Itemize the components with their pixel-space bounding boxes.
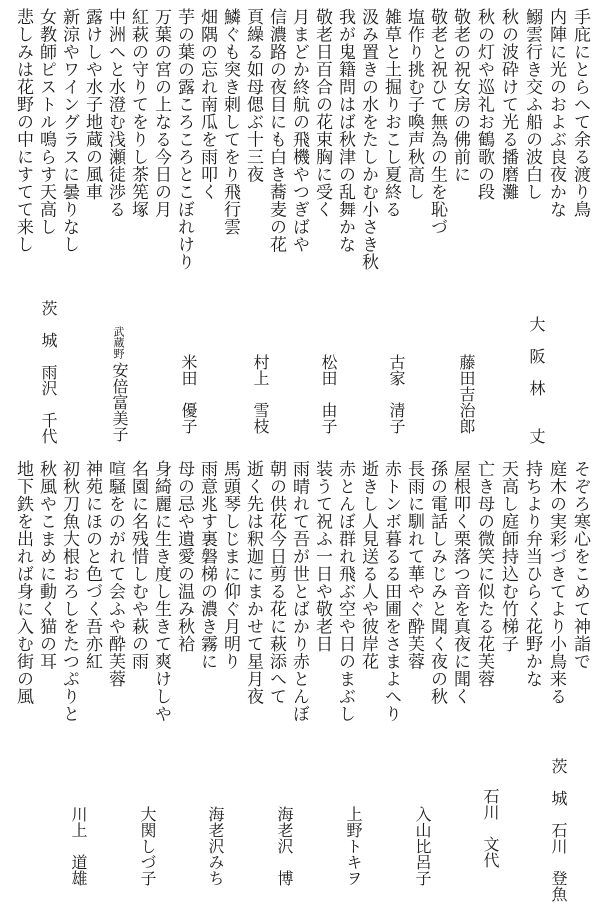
haiku-line: 女教師ピストル鳴らす天高し	[36, 8, 56, 236]
author-name: 松田 由子	[319, 354, 338, 434]
haiku-line: 屋根叩く栗落つ音を真夜に聞く	[450, 460, 470, 705]
author-name: 上野トキヲ	[344, 806, 363, 886]
haiku-line: 庭木の実彩づきてより小鳥来る	[546, 460, 566, 705]
haiku-line: 敬老の祝女房の佛前に	[450, 8, 470, 183]
haiku-line: 内陣に光のおよぶ良夜かな	[546, 8, 566, 218]
haiku-line: 我が鬼籍問はば秋津の乱舞かな	[335, 8, 355, 253]
author-name: 海老沢みち	[206, 806, 225, 886]
haiku-line: 雨晴れて吾が世とばかり赤とんぼ	[289, 460, 309, 723]
author-name: 藤田吉治郎	[457, 354, 476, 434]
haiku-line: 初秋刀魚大根おろしをたつぷりと	[59, 460, 79, 723]
haiku-line: 馬頭琴しじまに仰ぐ月明り	[220, 460, 240, 670]
haiku-line: 手庇にとらへて余る渡り鳥	[570, 8, 590, 218]
haiku-line: 天高し庭師持込む竹梯子	[498, 460, 518, 653]
haiku-line: 母の忌や遺愛の温み秋袷	[174, 460, 194, 653]
haiku-line: そぞろ寒心をこめて神詣で	[570, 460, 590, 670]
haiku-line: 紅萩の守りてをりし茶筅塚	[128, 8, 148, 218]
haiku-line: 汲み置きの水をたしかむ小さき秋	[358, 8, 378, 271]
haiku-line: 芋の葉の露ころころとこぼれけり	[174, 8, 194, 271]
haiku-line: 赤とんぼ群れ飛ぶ空や日のまぶし	[335, 460, 355, 723]
author-name: 古家 清子	[387, 354, 406, 434]
haiku-line: 神苑にほのと色づく吾亦紅	[82, 460, 102, 670]
author-prefecture: 武蔵野	[112, 326, 125, 359]
haiku-line: 朝の供花今日剪る花に萩添へて	[266, 460, 286, 705]
haiku-line: 逝きし人見送る人や彼岸花	[358, 460, 378, 670]
author-name: 石川 文代	[481, 788, 500, 868]
haiku-line: 秋の灯や巡礼お鶴歌の段	[474, 8, 494, 201]
author-name: 村上 雪枝	[251, 354, 270, 434]
haiku-line: 新涼やワイングラスに曇りなし	[59, 8, 79, 253]
haiku-line: 塩作り挑む子喚声秋高し	[404, 8, 424, 201]
haiku-line: 名園に名残惜しむや萩の雨	[128, 460, 148, 670]
haiku-line: 雨意兆す裏磐梯の濃き霧に	[197, 460, 217, 670]
haiku-line: 鱗ぐも突き刺してをり飛行雲	[220, 8, 240, 236]
haiku-line: 地下鉄を出れば身に入む街の風	[13, 460, 33, 705]
haiku-line: 万葉の宮の上なる今日の月	[151, 8, 171, 218]
author-name: 大関しづ子	[138, 806, 157, 886]
haiku-line: 秋の波砕けて光る播磨灘	[498, 8, 518, 201]
haiku-line: 鰯雲行き交ふ船の波白し	[522, 8, 542, 201]
haiku-line: 赤トンボ暮るる田圃をさまよへり	[381, 460, 401, 723]
author-name: 海老沢 博	[275, 806, 294, 886]
haiku-line: 持ちより弁当ひらく花野かな	[522, 460, 542, 688]
author-name: 川上 道雄	[69, 806, 88, 886]
haiku-line: 逝く先は釈迦にまかせて星月夜	[243, 460, 263, 705]
haiku-line: 装うて祝ふ一日や敬老日	[312, 460, 332, 653]
author-name: 米田 優子	[179, 354, 198, 434]
haiku-line: 孫の電話しみじみと聞く夜の秋	[427, 460, 447, 705]
haiku-line: 悲しみは花野の中にすてて来し	[13, 8, 33, 253]
haiku-line: 長雨に馴れて華やぐ酔芙蓉	[404, 460, 424, 670]
haiku-line: 雑草と土掘りおこし夏終る	[381, 8, 401, 218]
author-name: 大 阪 林 丈	[527, 316, 546, 444]
haiku-line: 信濃路の夜目にも白き蕎麦の花	[266, 8, 286, 253]
haiku-line: 月まどか終航の飛機やつぎばや	[289, 8, 309, 253]
haiku-line: 敬老日百合の花束胸に受く	[312, 8, 332, 218]
author-name: 茨 城 石川 登魚	[549, 758, 568, 902]
haiku-line: 秋風やこまめに動く猫の耳	[36, 460, 56, 670]
haiku-line: 身綺麗に生き度し生きて爽けしや	[151, 460, 171, 723]
author-name: 入山比呂子	[413, 806, 432, 886]
haiku-line: 畑隅の忘れ南瓜を雨叩く	[197, 8, 217, 201]
haiku-line: 喧騒をのがれて会ふや酔芙蓉	[105, 460, 125, 688]
author-name: 茨 城 雨沢 千代	[39, 300, 58, 444]
haiku-line: 頁繰る如母偲ぶ十三夜	[243, 8, 263, 183]
haiku-line: 中洲へと水澄む浅瀬徒渉る	[105, 8, 125, 218]
haiku-line: 敬老と祝ひて無為の生を恥づ	[427, 8, 447, 236]
haiku-line: 露けしや水子地蔵の風車	[82, 8, 102, 201]
author-name: 安倍富美子	[110, 362, 129, 442]
haiku-line: 亡き母の微笑に似たる花芙蓉	[474, 460, 494, 688]
